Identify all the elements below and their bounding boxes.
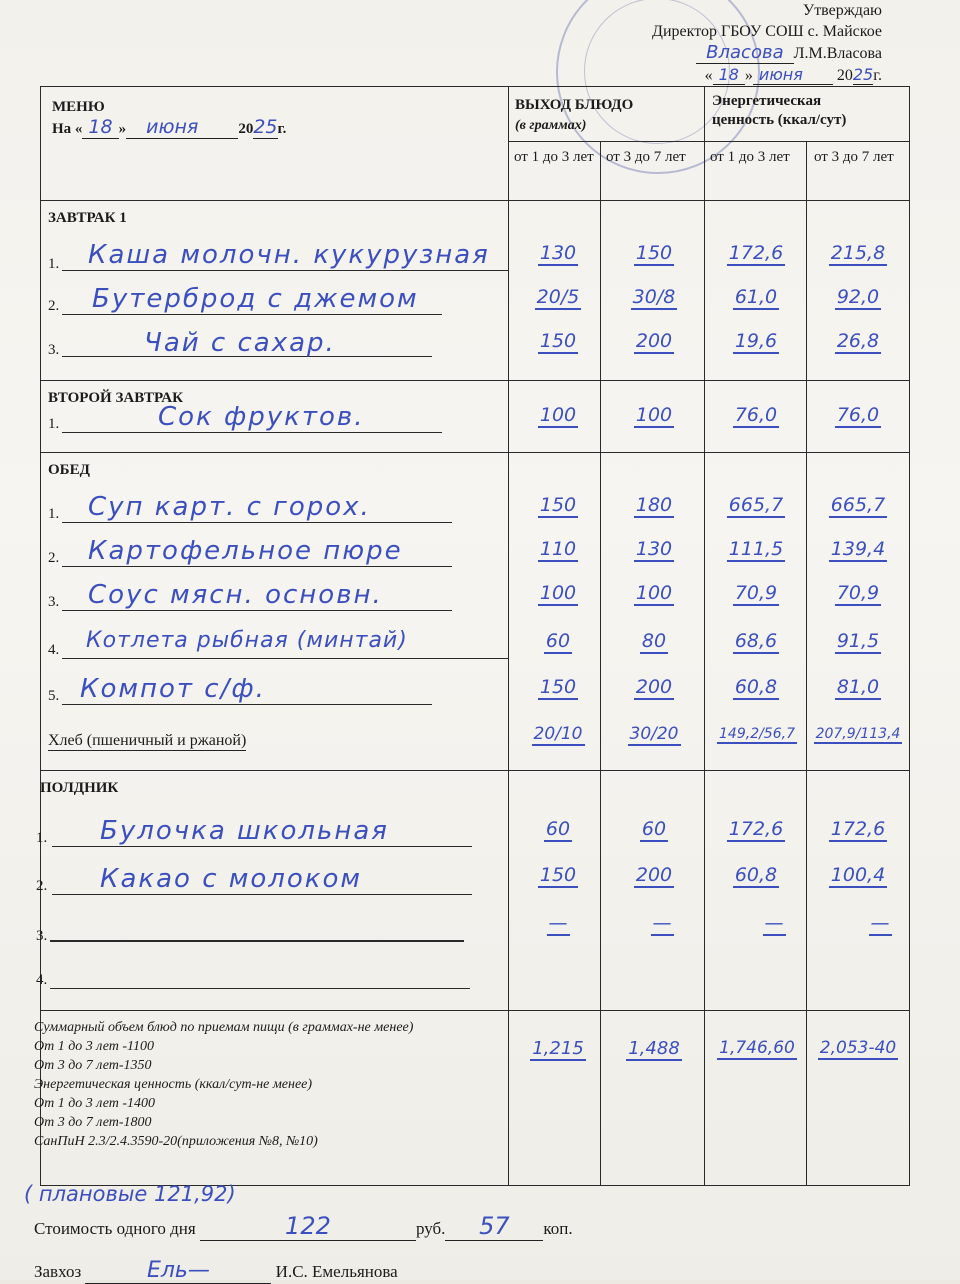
row-number: 3.: [48, 342, 60, 358]
value-cell: 130: [539, 242, 577, 264]
manager-name: И.С. Емельянова: [275, 1262, 398, 1281]
value-cell: 92,0: [836, 286, 880, 308]
value-cell: —: [548, 912, 568, 934]
rub-label: руб.: [415, 1219, 446, 1238]
menu-date-year-prefix: 20: [238, 121, 254, 137]
daily-cost-rub-field: [200, 1212, 416, 1241]
value-cell: 20/5: [536, 286, 580, 308]
value-cell: 100: [635, 404, 673, 426]
value-cell: 60: [545, 630, 571, 652]
value-cell: 68,6: [734, 630, 778, 652]
value-cell: —: [870, 912, 890, 934]
col-header-1: от 1 до 3 лет: [514, 149, 594, 165]
value-cell: 60,8: [734, 864, 778, 886]
value-cell: 180: [635, 494, 673, 516]
row-number: 4.: [36, 972, 48, 988]
value-cell: 60,8: [734, 676, 778, 698]
daily-cost-rub: 122: [285, 1212, 331, 1240]
totals-line: От 3 до 7 лет-1350: [34, 1058, 152, 1073]
row-number: 3.: [48, 594, 60, 610]
totals-line: Энергетическая ценность (ккал/сут-не менее): [34, 1077, 313, 1092]
totals-line: От 1 до 3 лет -1100: [34, 1039, 155, 1054]
approval-day: 18: [713, 65, 745, 85]
row-number: 3.: [36, 928, 48, 944]
dish-name: Соус мясн. основн.: [88, 580, 383, 610]
menu-date-year-suffix: г.: [277, 121, 287, 137]
totals-value: 2,053-40: [819, 1038, 897, 1058]
approval-block: [652, 0, 882, 86]
value-cell: 81,0: [836, 676, 880, 698]
output-subheader: (в граммах): [515, 118, 587, 133]
row-number: 2.: [48, 298, 60, 314]
dish-name: Котлета рыбная (минтай): [86, 628, 408, 653]
value-cell: 215,8: [830, 242, 886, 264]
value-cell: 150: [539, 864, 577, 886]
value-cell: 100: [539, 582, 577, 604]
value-cell: 139,4: [830, 538, 886, 560]
menu-date: [52, 118, 286, 139]
approval-year-suffix: г.: [873, 67, 882, 84]
value-cell: 200: [635, 864, 673, 886]
value-cell: 19,6: [734, 330, 778, 352]
energy-subheader: ценность (ккал/сут): [712, 112, 847, 128]
daily-cost-label: Стоимость одного дня: [34, 1219, 196, 1238]
menu-title: МЕНЮ: [52, 99, 105, 115]
manager-signature: Ель—: [146, 1258, 210, 1283]
value-cell: 200: [635, 330, 673, 352]
value-cell: 60: [641, 818, 667, 840]
value-cell: 110: [539, 538, 577, 560]
value-cell: 111,5: [728, 538, 784, 560]
value-cell: 665,7: [728, 494, 784, 516]
menu-date-quote: »: [118, 121, 127, 137]
totals-line: СанПиН 2.3/2.4.3590-20(приложения №8, №10): [34, 1134, 318, 1149]
value-cell: 61,0: [734, 286, 778, 308]
totals-line: Суммарный объем блюд по приемам пищи (в граммах-не менее): [34, 1020, 414, 1035]
output-header: ВЫХОД БЛЮДО: [515, 97, 634, 113]
value-cell: 150: [539, 676, 577, 698]
totals-notes: [34, 1018, 504, 1151]
value-cell: 70,9: [734, 582, 778, 604]
value-cell: 20/10: [533, 724, 583, 744]
value-cell: 76,0: [836, 404, 880, 426]
planned-cost-note: ( плановые 121,92): [24, 1182, 236, 1206]
col-header-4: от 3 до 7 лет: [814, 149, 894, 165]
row-number: 2.: [48, 550, 60, 566]
value-cell: 100: [635, 582, 673, 604]
value-cell: 30/20: [629, 724, 679, 744]
row-number: 1.: [48, 416, 60, 432]
totals-line: От 3 до 7 лет-1800: [34, 1115, 152, 1130]
menu-date-on: На «: [52, 121, 83, 137]
row-number: 4.: [48, 642, 60, 658]
row-number: 1.: [48, 256, 60, 272]
value-cell: 150: [539, 494, 577, 516]
dish-name: Бутерброд с джемом: [92, 284, 419, 314]
value-cell: 150: [635, 242, 673, 264]
col-header-3: от 1 до 3 лет: [710, 149, 790, 165]
manager-label: Завхоз: [34, 1262, 82, 1281]
row-number: 2.: [36, 878, 48, 894]
director-signature: Власова: [696, 42, 793, 64]
value-cell: 130: [635, 538, 673, 560]
daily-cost-kop-field: [445, 1212, 543, 1241]
approval-title: Утверждаю: [802, 2, 882, 19]
menu-date-month: июня: [126, 116, 238, 139]
dish-name: Сок фруктов.: [158, 402, 365, 432]
approval-month: июня: [753, 65, 833, 85]
value-cell: 172,6: [728, 242, 784, 264]
totals-value: 1,488: [628, 1038, 680, 1059]
value-cell: —: [764, 912, 784, 934]
value-cell: 91,5: [836, 630, 880, 652]
col-header-2: от 3 до 7 лет: [606, 149, 686, 165]
value-cell: 200: [635, 676, 673, 698]
section-snack-title: ПОЛДНИК: [40, 780, 119, 796]
energy-header: Энергетическая: [712, 93, 822, 109]
dish-name: Какао с молоком: [100, 864, 363, 894]
menu-date-year: 25: [253, 116, 278, 138]
value-cell: 150: [539, 330, 577, 352]
value-cell: 207,9/113,4: [815, 726, 901, 742]
dish-name: Каша молочн. кукурузная: [88, 240, 490, 270]
value-cell: 76,0: [734, 404, 778, 426]
value-cell: 70,9: [836, 582, 880, 604]
kop-label: коп.: [543, 1219, 573, 1238]
dish-name: Картофельное пюре: [88, 536, 403, 566]
dish-name: Суп карт. с горох.: [88, 492, 371, 522]
section-lunch-title: ОБЕД: [48, 462, 90, 478]
approval-director: Директор ГБОУ СОШ с. Майское: [652, 23, 882, 40]
approval-signature-line: [652, 42, 882, 64]
value-cell: 80: [641, 630, 667, 652]
value-cell: 30/8: [632, 286, 676, 308]
manager-signature-field: [85, 1258, 271, 1284]
row-number: 1.: [48, 506, 60, 522]
value-cell: 149,2/56,7: [719, 726, 795, 742]
approval-year: 25: [852, 65, 874, 84]
value-cell: 100,4: [830, 864, 886, 886]
menu-date-day: 18: [82, 116, 118, 139]
dish-name: Булочка школьная: [100, 816, 389, 846]
section-breakfast1-title: ЗАВТРАК 1: [48, 210, 127, 226]
totals-line: От 1 до 3 лет -1400: [34, 1096, 156, 1111]
approval-date: « 18 » июня 2025г.: [704, 65, 882, 84]
value-cell: 172,6: [830, 818, 886, 840]
manager-signature-line: [34, 1258, 398, 1284]
totals-value: 1,215: [532, 1038, 584, 1059]
daily-cost-kop: 57: [479, 1212, 510, 1240]
dish-name: Компот с/ф.: [80, 674, 266, 704]
daily-cost: [34, 1212, 573, 1241]
section-breakfast2-title: ВТОРОЙ ЗАВТРАК: [48, 390, 183, 406]
value-cell: 172,6: [728, 818, 784, 840]
row-number: 5.: [48, 688, 60, 704]
approval-year-prefix: 20: [836, 67, 853, 84]
value-cell: 26,8: [836, 330, 880, 352]
dish-name: Чай с сахар.: [144, 328, 336, 358]
value-cell: 100: [539, 404, 577, 426]
bread-label: Хлеб (пшеничный и ржаной): [48, 732, 247, 749]
director-name: Л.М.Власова: [793, 45, 882, 62]
totals-value: 1,746,60: [719, 1038, 795, 1058]
value-cell: —: [652, 912, 672, 934]
value-cell: 60: [545, 818, 571, 840]
value-cell: 665,7: [830, 494, 886, 516]
row-number: 1.: [36, 830, 48, 846]
